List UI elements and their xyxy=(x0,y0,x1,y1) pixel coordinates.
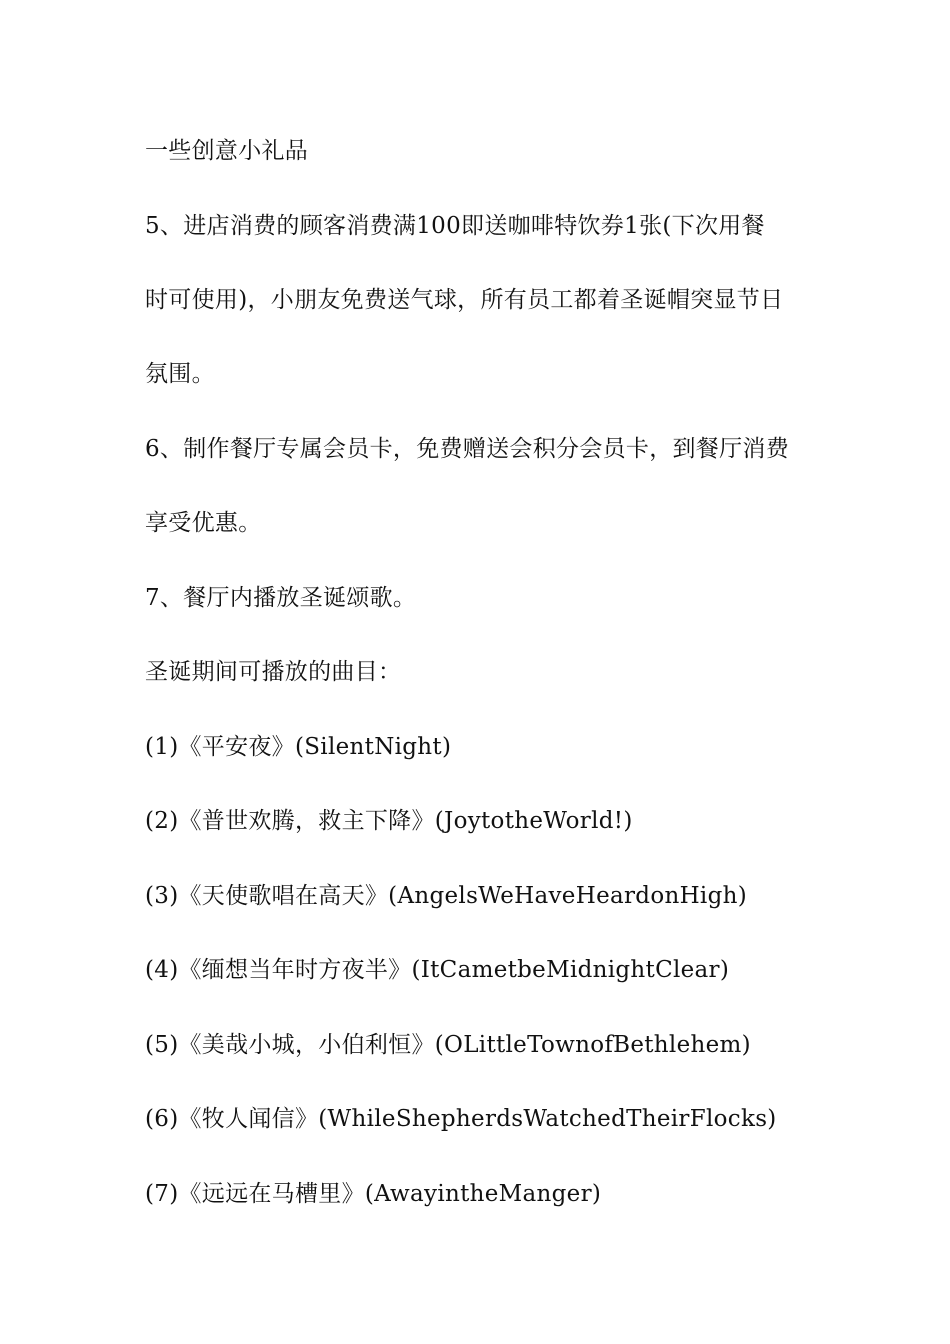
text-line: 享受优惠。 xyxy=(145,510,262,536)
text-line: 7、餐厅内播放圣诞颂歌。 xyxy=(145,585,417,611)
text-line: 圣诞期间可播放的曲目： xyxy=(145,659,402,685)
song-item: (4)《缅想当年时方夜半》(ItCametbeMidnightClear) xyxy=(145,957,730,983)
text-line: 时可使用)，小朋友免费送气球，所有员工都着圣诞帽突显节日 xyxy=(145,287,784,313)
text-line: 氛围。 xyxy=(145,361,215,387)
song-item: (3)《天使歌唱在高天》(AngelsWeHaveHeardonHigh) xyxy=(145,883,748,909)
text-line: 一些创意小礼品 xyxy=(145,138,309,164)
song-item: (5)《美哉小城，小伯利恒》(OLittleTownofBethlehem) xyxy=(145,1032,751,1058)
text-line: 6、制作餐厅专属会员卡，免费赠送会积分会员卡，到餐厅消费 xyxy=(145,436,790,462)
song-item: (1)《平安夜》(SilentNight) xyxy=(145,734,452,760)
song-item: (7)《远远在马槽里》(AwayintheManger) xyxy=(145,1181,602,1207)
song-item: (6)《牧人闻信》(WhileShepherdsWatchedTheirFlocks) xyxy=(145,1106,777,1132)
text-line: 5、进店消费的顾客消费满100即送咖啡特饮券1张(下次用餐 xyxy=(145,213,765,239)
song-item: (2)《普世欢腾，救主下降》(JoytotheWorld!) xyxy=(145,808,633,834)
